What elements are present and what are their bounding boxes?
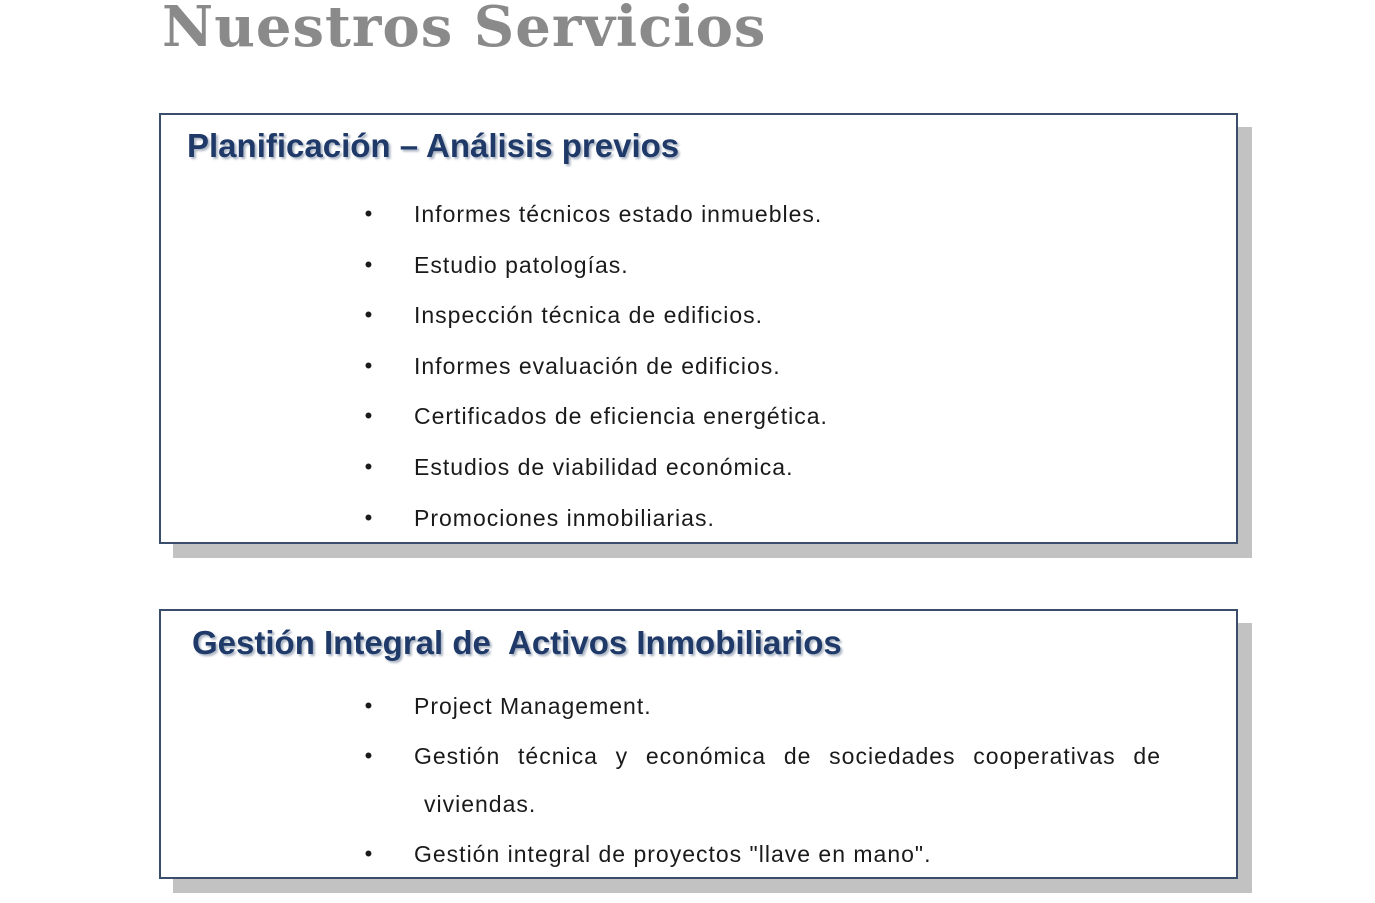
list-item-text: Estudios de viabilidad económica.: [414, 454, 794, 480]
list-item-text: Gestión técnica y económica de sociedades cooperativas de: [414, 743, 1161, 769]
bullet-icon: •: [364, 353, 374, 378]
bullet-icon: •: [364, 743, 374, 768]
section-heading: Planificación – Análisis previos: [187, 127, 680, 164]
list-item-text: Promociones inmobiliarias.: [414, 505, 715, 531]
list-item-continuation: viviendas.: [424, 791, 537, 817]
section-gestion-integral: [159, 609, 1238, 879]
list-item-text: Inspección técnica de edificios.: [414, 302, 764, 328]
list-item-text: Gestión integral de proyectos "llave en mano".: [414, 841, 932, 867]
bullet-icon: •: [364, 252, 374, 277]
page-title: Nuestros Servicios: [162, 0, 767, 60]
list-item-text: Estudio patologías.: [414, 252, 629, 278]
list-item-text: Informes evaluación de edificios.: [414, 353, 781, 379]
bullet-icon: •: [364, 201, 374, 226]
bullet-icon: •: [364, 505, 374, 530]
bullet-icon: •: [364, 403, 374, 428]
list-item-text: Project Management.: [414, 693, 652, 719]
bullet-icon: •: [364, 454, 374, 479]
section-heading: Gestión Integral de Activos Inmobiliarios: [192, 624, 842, 661]
bullet-icon: •: [364, 841, 374, 866]
list-item-text: Informes técnicos estado inmuebles.: [414, 201, 823, 227]
section-planificacion: [159, 113, 1238, 544]
bullet-icon: •: [364, 302, 374, 327]
bullet-icon: •: [364, 693, 374, 718]
list-item-text: Certificados de eficiencia energética.: [414, 403, 828, 429]
